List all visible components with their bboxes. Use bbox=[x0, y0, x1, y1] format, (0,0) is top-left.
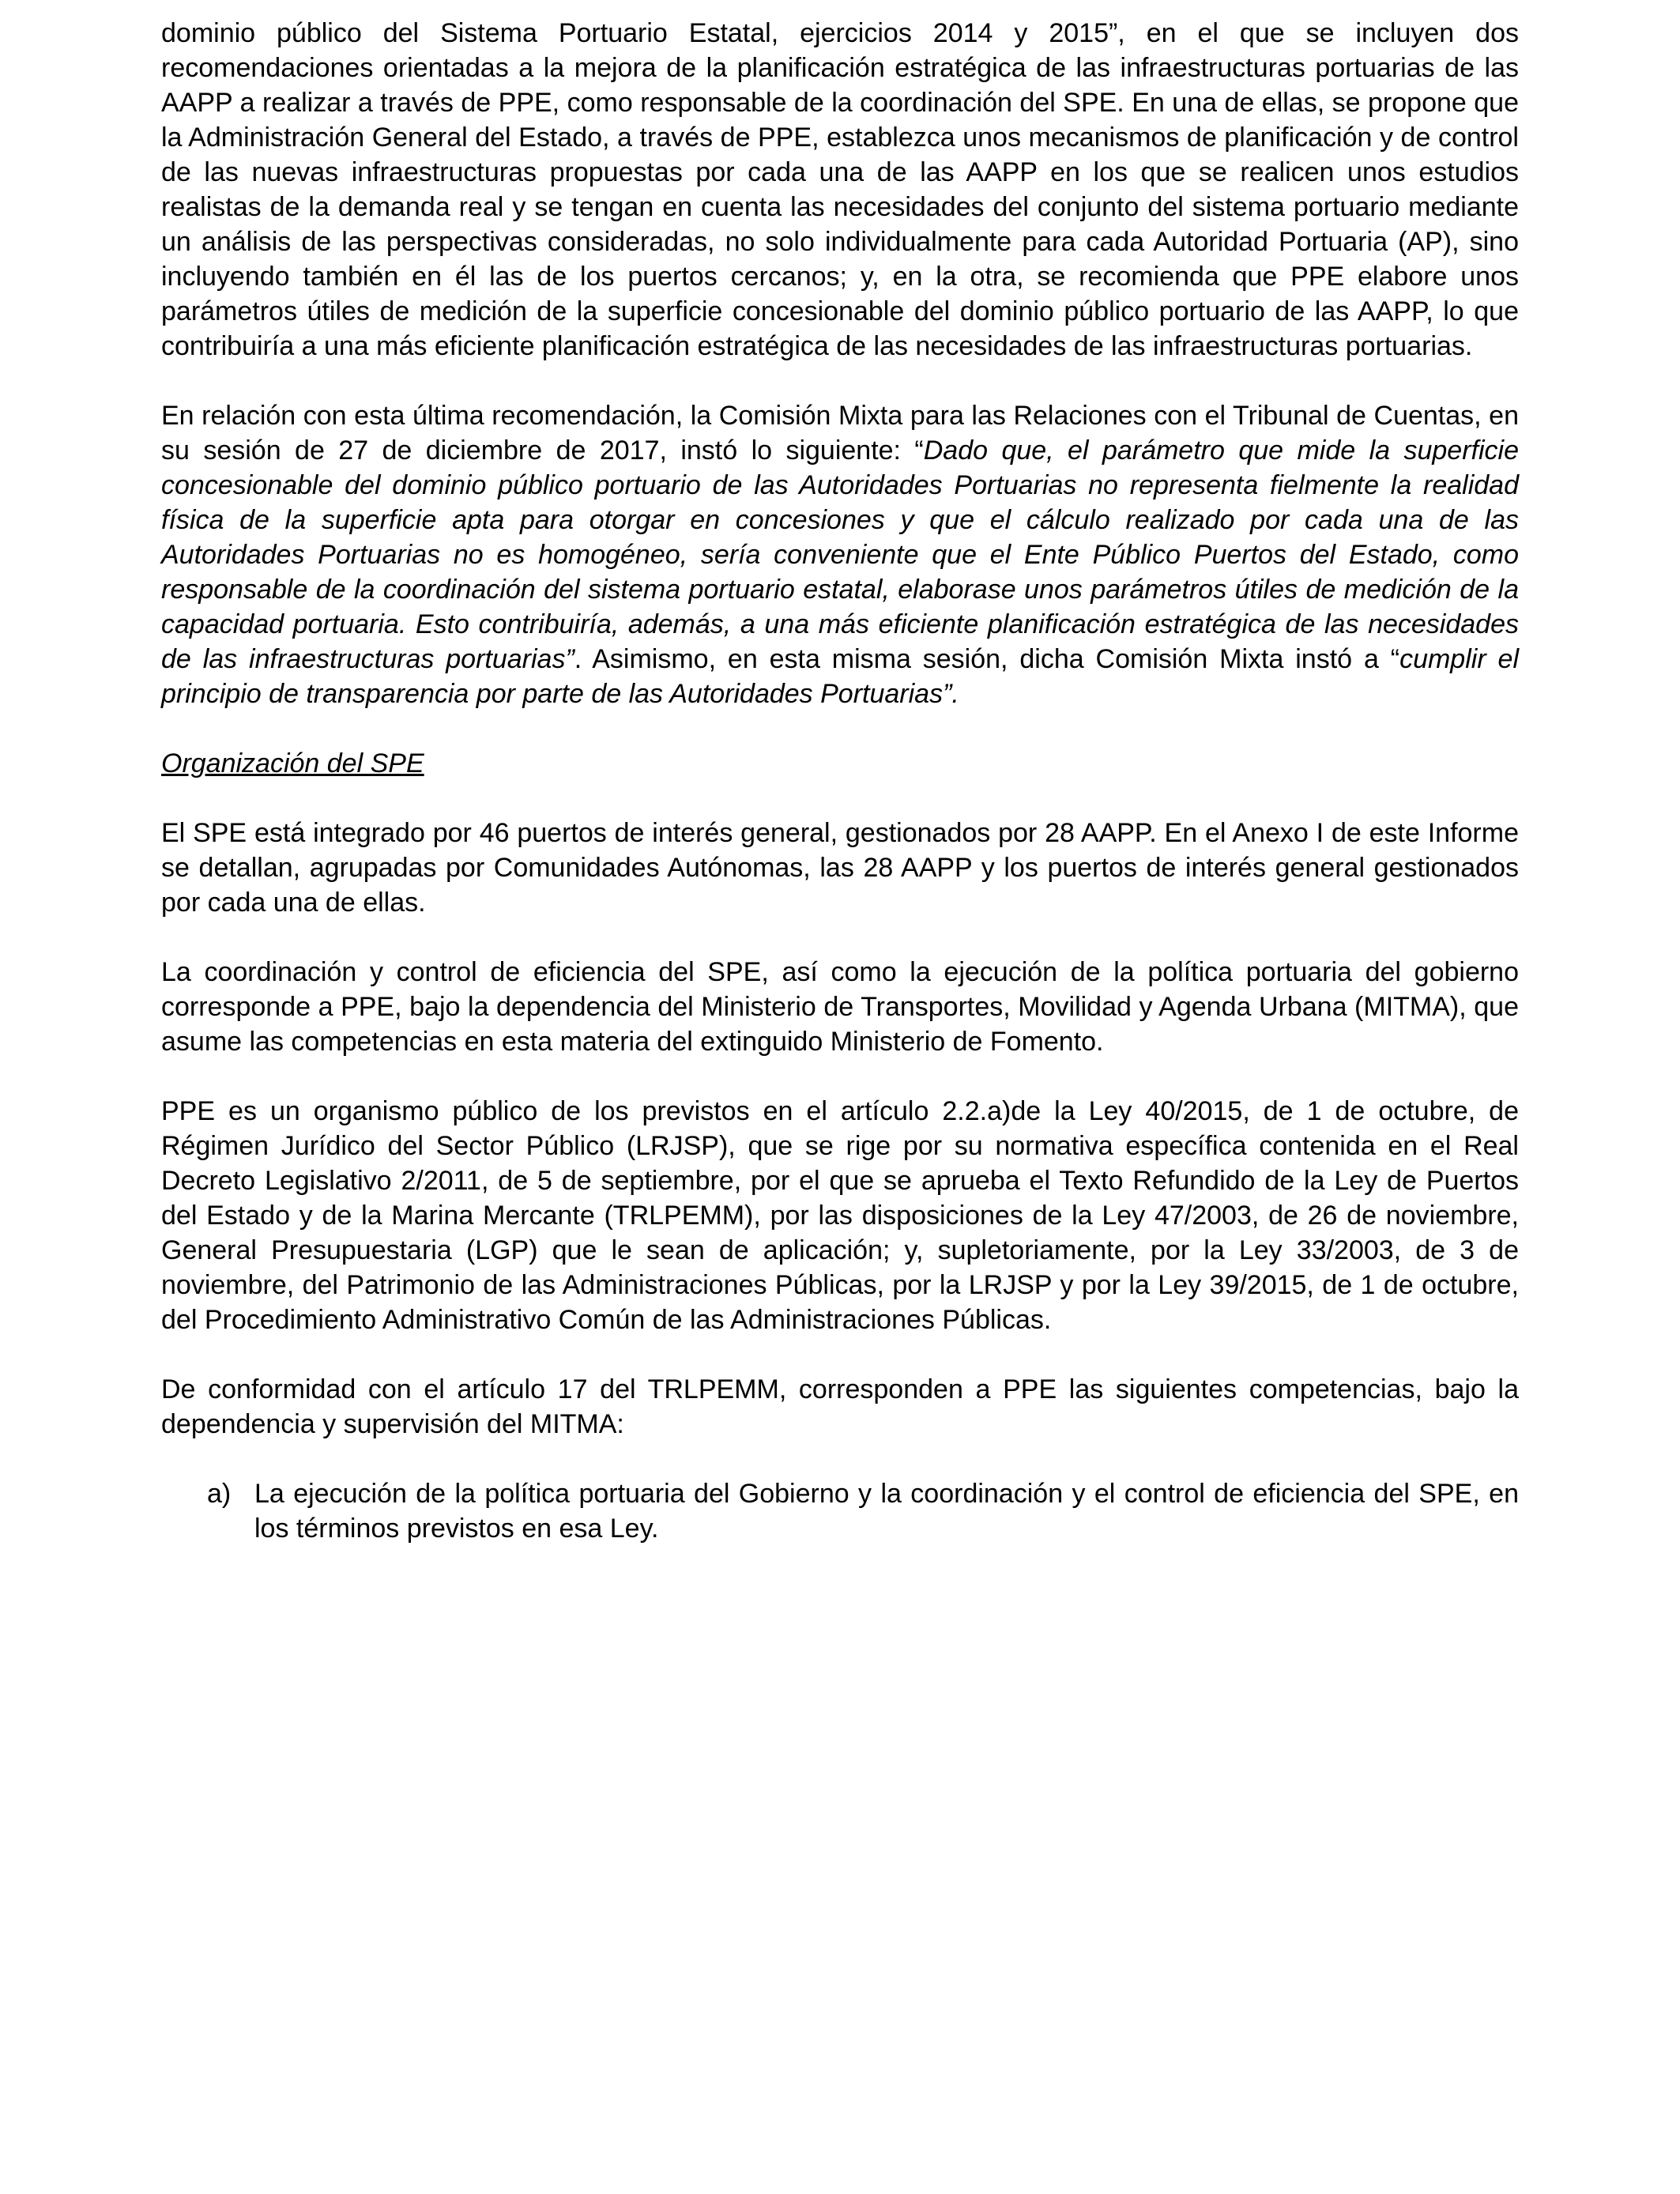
quoted-text-run: Dado que, el parámetro que mide la superficie concesionable del dominio público portuario de las Autoridades Portuarias no representa fielmente la realidad física de la superficie apta para otorgar en concesiones y que el cálculo realizado por cada una de las Autoridades Portuarias no es homogéneo, sería conveniente que el Ente Público Puertos del Estado, como responsable de la coordinación del sistema portuario estatal, elaborase unos parámetros útiles de medición de la capacidad portuaria. Esto contribuiría, además, a una más eficiente planificación estratégica de las necesidades de las infraestructuras portuarias” bbox=[161, 435, 1519, 674]
list-item-text: La ejecución de la política portuaria del Gobierno y la coordinación y el control de eficiencia del SPE, en los términos previstos en esa Ley. bbox=[254, 1479, 1519, 1544]
section-heading-organizacion-spe: Organización del SPE bbox=[161, 748, 424, 778]
paragraph-spe-puertos: El SPE está integrado por 46 puertos de interés general, gestionados por 28 AAPP. En el Anexo I de este Informe se detallan, agrupadas por Comunidades Autónomas, las 28 AAPP y los puertos de interés general gestionados por cada una de ellas. bbox=[161, 818, 1519, 918]
paragraph-competencias-intro: De conformidad con el artículo 17 del TRLPEMM, corresponden a PPE las siguientes competencias, bajo la dependencia y supervisión del MITMA: bbox=[161, 1374, 1519, 1439]
paragraph-recommendations: dominio público del Sistema Portuario Estatal, ejercicios 2014 y 2015”, en el que se incluyen dos recomendaciones orientadas a la mejora de la planificación estratégica de las infraestructuras portuarias de las AAPP a realizar a través de PPE, como responsable de la coordinación del SPE. En una de ellas, se propone que la Administración General del Estado, a través de PPE, establezca unos mecanismos de planificación y de control de las nuevas infraestructuras propuestas por cada una de las AAPP en los que se realicen unos estudios realistas de la demanda real y se tengan en cuenta las necesidades del conjunto del sistema portuario mediante un análisis de las perspectivas consideradas, no solo individualmente para cada Autoridad Portuaria (AP), sino incluyendo también en él las de los puertos cercanos; y, en la otra, se recomienda que PPE elabore unos parámetros útiles de medición de la superficie concesionable del dominio público portuario de las AAPP, lo que contribuiría a una más eficiente planificación estratégica de las necesidades de las infraestructuras portuarias. bbox=[161, 18, 1519, 361]
list-marker: a) bbox=[207, 1479, 232, 1509]
paragraph-ppe-organismo: PPE es un organismo público de los previstos en el artículo 2.2.a)de la Ley 40/2015, de 1 de octubre, de Régimen Jurídico del Sector Público (LRJSP), que se rige por su normativa específica contenida en el Real Decreto Legislativo 2/2011, de 5 de septiembre, por el que se aprueba el Texto Refundido de la Ley de Puertos del Estado y de la Marina Mercante (TRLPEMM), por las disposiciones de la Ley 47/2003, de 26 de noviembre, General Presupuestaria (LGP) que le sean de aplicación; y, supletoriamente, por la Ley 33/2003, de 3 de noviembre, del Patrimonio de las Administraciones Públicas, por la LRJSP y por la Ley 39/2015, de 1 de octubre, del Procedimiento Administrativo Común de las Administraciones Públicas. bbox=[161, 1096, 1519, 1335]
text-run: . Asimismo, en esta misma sesión, dicha Comisión Mixta instó a “ bbox=[574, 644, 1400, 674]
quoted-text-run: cumplir el principio de transparencia por parte de las Autoridades Portuarias”. bbox=[161, 644, 1519, 709]
list-item-a bbox=[161, 1476, 1519, 1546]
text-run: En relación con esta última recomendación, la Comisión Mixta para las Relaciones con el Tribunal de Cuentas, en su sesión de 27 de diciembre de 2017, instó lo siguiente: “ bbox=[161, 401, 1519, 466]
paragraph-coordinacion-ppe: La coordinación y control de eficiencia del SPE, así como la ejecución de la política portuaria del gobierno corresponde a PPE, bajo la dependencia del Ministerio de Transportes, Movilidad y Agenda Urbana (MITMA), que asume las competencias en esta materia del extinguido Ministerio de Fomento. bbox=[161, 957, 1519, 1057]
paragraph-comision-mixta bbox=[161, 398, 1519, 711]
